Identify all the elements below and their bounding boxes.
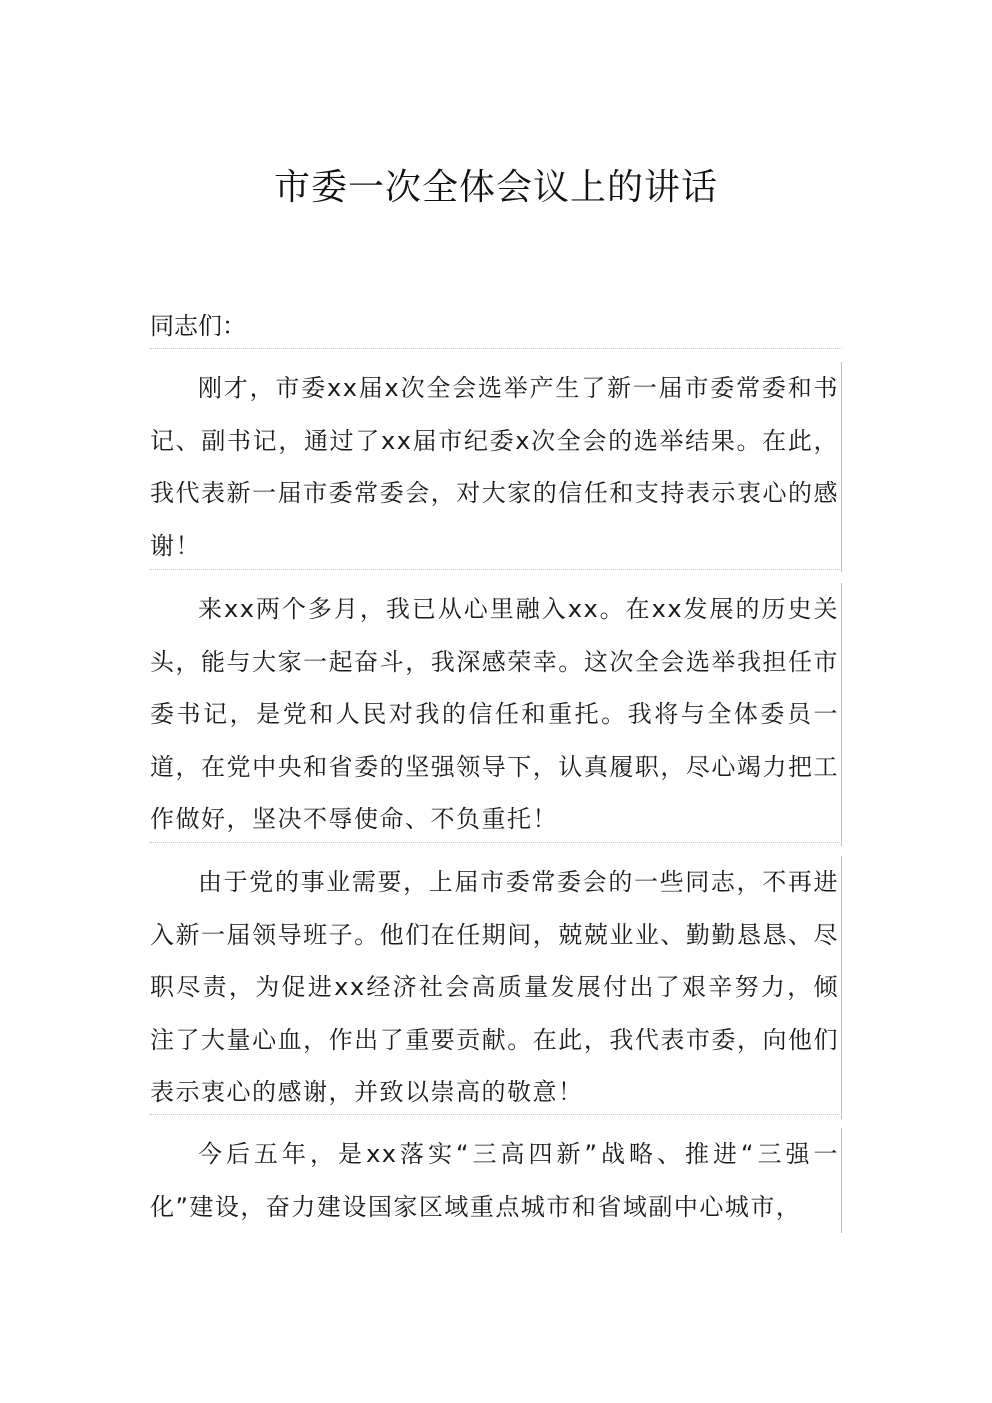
paragraph-2: 来xx两个多月，我已从心里融入xx。在xx发展的历史关头，能与大家一起奋斗，我深感荣幸。这次全会选举我担任市委书记，是党和人民对我的信任和重托。我将与全体委员一道，在党中央和省委的坚强领导下，认真履职，尽心竭力把工作做好，坚决不辱使命、不负重托！	[150, 583, 842, 846]
paragraph-separator	[150, 1114, 842, 1115]
document-title: 市委一次全体会议上的讲话	[273, 167, 718, 208]
paragraph-3: 由于党的事业需要，上届市委常委会的一些同志，不再进入新一届领导班子。他们在任期间，兢兢业业、勤勤恳恳、尽职尽责，为促进xx经济社会高质量发展付出了艰辛努力，倾注了大量心血，作出了重要贡献。在此，我代表市委，向他们表示衷心的感谢，并致以崇高的敬意！	[150, 856, 842, 1119]
paragraph-1: 刚才，市委xx届x次全会选举产生了新一届市委常委和书记、副书记，通过了xx届市纪委x次全会的选举结果。在此，我代表新一届市委常委会，对大家的信任和支持表示衷心的感谢！	[150, 362, 842, 572]
salutation: 同志们：	[150, 312, 246, 340]
paragraph-4: 今后五年，是xx落实“三高四新”战略、推进“三强一化”建设，奋力建设国家区域重点城市和省域副中心城市，	[150, 1128, 842, 1233]
paragraph-separator	[150, 842, 842, 843]
paragraph-separator	[150, 348, 842, 349]
paragraph-separator	[150, 569, 842, 570]
